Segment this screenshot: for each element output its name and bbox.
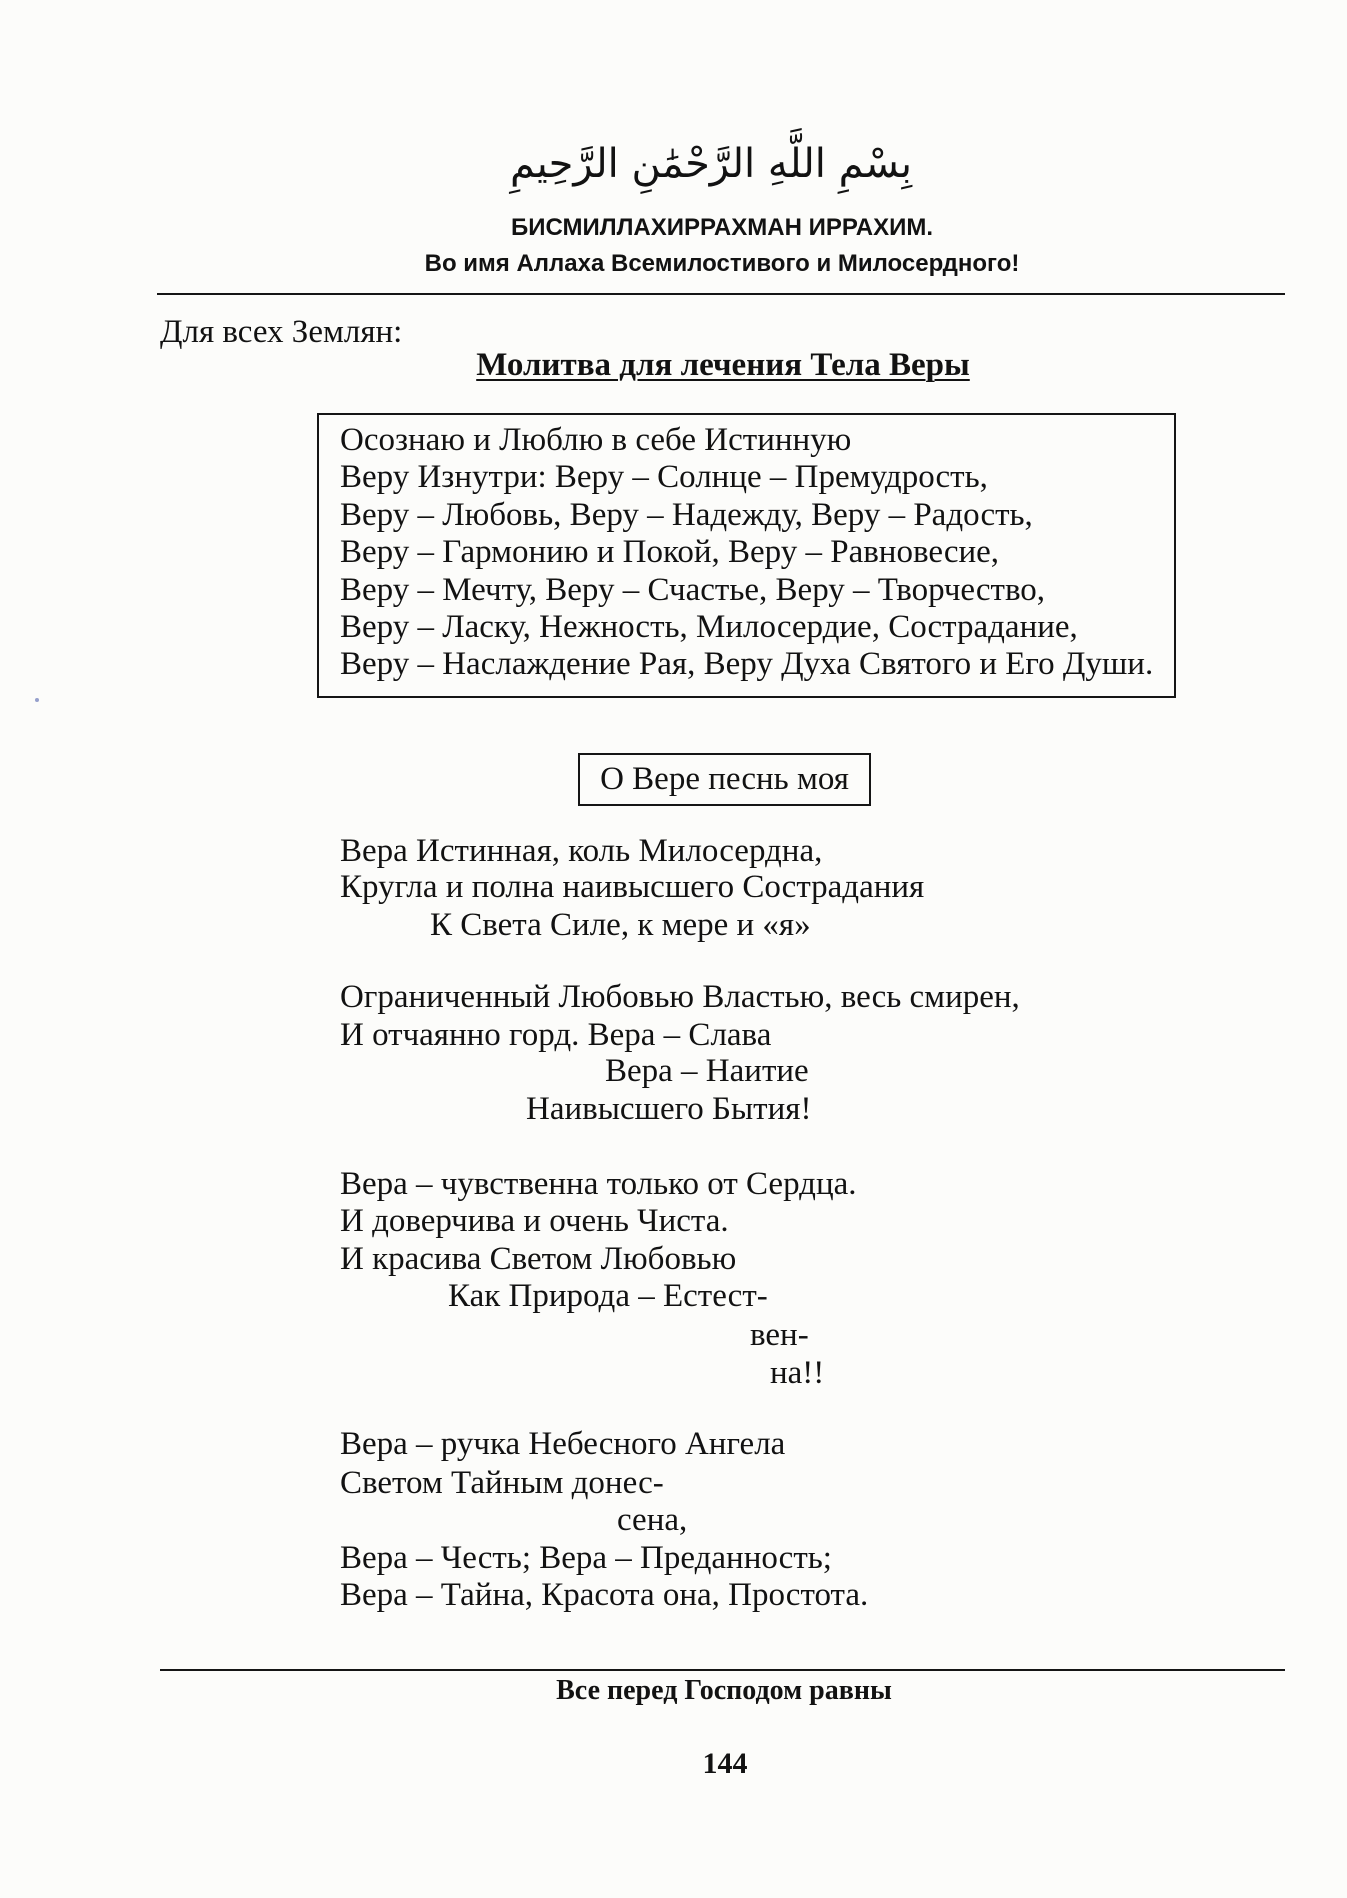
poem-line: Вера – чувственна только от Сердца. xyxy=(340,1166,857,1202)
prayer-line: Осознаю и Люблю в себе Истинную xyxy=(340,422,852,458)
song-title: О Вере песнь моя xyxy=(600,761,849,797)
header-divider xyxy=(157,293,1285,295)
poem-line: Вера – ручка Небесного Ангела xyxy=(340,1426,786,1462)
poem-line: Вера – Честь; Вера – Преданность; xyxy=(340,1540,832,1576)
poem-line: Как Природа – Естест- xyxy=(448,1278,768,1314)
poem-line: вен- xyxy=(750,1317,809,1353)
poem-line: Вера – Тайна, Красота она, Простота. xyxy=(340,1577,869,1613)
prayer-title: Молитва для лечения Тела Веры xyxy=(476,347,970,383)
footer-divider xyxy=(160,1669,1285,1671)
page-number: 144 xyxy=(702,1747,748,1780)
prayer-line: Веру – Ласку, Нежность, Милосердие, Сострадание, xyxy=(340,609,1078,646)
poem-line: И доверчива и очень Чиста. xyxy=(340,1203,729,1239)
poem-line: Вера – Наитие xyxy=(605,1053,809,1089)
prayer-line: Веру – Гармонию и Покой, Веру – Равновесие, xyxy=(340,534,1000,571)
poem-line: Кругла и полна наивысшего Сострадания xyxy=(340,869,925,905)
prayer-line: Веру Изнутри: Веру – Солнце – Премудрость, xyxy=(340,459,988,496)
bismillah-calligraphy: بِسْمِ اللَّهِ الرَّحْمَٰنِ الرَّحِيمِ xyxy=(509,141,913,187)
prayer-line: Веру – Наслаждение Рая, Веру Духа Святого и Его Души. xyxy=(340,646,1154,683)
bismillah-translation: Во имя Аллаха Всемилостивого и Милосердного! xyxy=(424,250,1020,277)
scan-speck xyxy=(35,698,39,702)
poem-line: на!! xyxy=(770,1355,825,1391)
footer-motto: Все перед Господом равны xyxy=(556,1675,892,1706)
poem-line: Светом Тайным донес- xyxy=(340,1465,664,1501)
addressee-line: Для всех Землян: xyxy=(160,314,403,350)
song-title-box xyxy=(578,753,871,806)
poem-line: Ограниченный Любовью Властью, весь смирен, xyxy=(340,979,1020,1015)
poem-line: И отчаянно горд. Вера – Слава xyxy=(340,1017,772,1053)
bismillah-transliteration: БИСМИЛЛАХИРРАХМАН ИРРАХИМ. xyxy=(510,214,933,241)
poem-line: Наивысшего Бытия! xyxy=(526,1091,812,1127)
prayer-box xyxy=(317,413,1176,698)
prayer-line: Веру – Мечту, Веру – Счастье, Веру – Творчество, xyxy=(340,571,1046,608)
poem-line: К Света Силе, к мере и «я» xyxy=(430,907,811,943)
poem-line: И красива Светом Любовью xyxy=(340,1241,737,1277)
poem-line: Вера Истинная, коль Милосердна, xyxy=(340,833,823,869)
prayer-line: Веру – Любовь, Веру – Надежду, Веру – Радость, xyxy=(340,496,1033,533)
poem-line: сена, xyxy=(617,1502,688,1538)
